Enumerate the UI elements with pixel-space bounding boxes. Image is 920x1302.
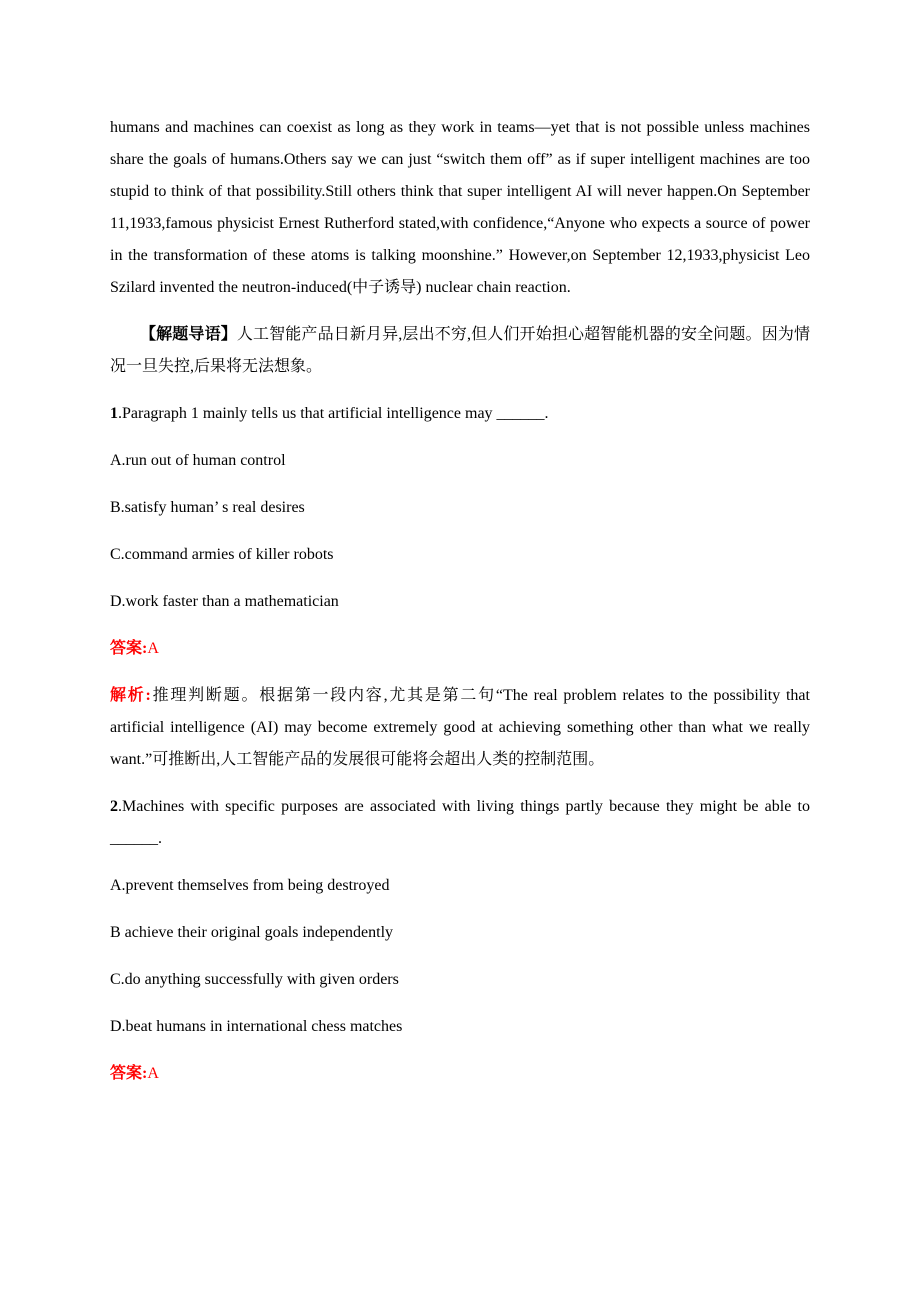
- question-2: [110, 791, 810, 855]
- answer-1-value: A: [147, 640, 159, 657]
- question-1-option-a: [110, 445, 810, 477]
- answer-1: [110, 633, 810, 665]
- option-text: A.prevent themselves from being destroyed: [110, 877, 390, 894]
- answer-2: [110, 1058, 810, 1090]
- analysis-1-label: 解析:: [110, 687, 151, 704]
- answer-2-value: A: [147, 1065, 159, 1082]
- analysis-1-text: 推理判断题。根据第一段内容,尤其是第二句“The real problem relates to the possibility that artificial intelligence (AI) may become extremely good at achieving something other than what we really want.”可推断出,人工智能产品的发展很可能将会超出人类的控制范围。: [110, 687, 810, 768]
- option-text: C.command armies of killer robots: [110, 546, 334, 563]
- option-text: B achieve their original goals independently: [110, 924, 394, 941]
- paragraph-body-continuation: [110, 112, 810, 304]
- question-1-text: .Paragraph 1 mainly tells us that artificial intelligence may ______.: [118, 405, 549, 422]
- guide-text: 人工智能产品日新月异,层出不穷,但人们开始担心超智能机器的安全问题。因为情况一旦失控,后果将无法想象。: [110, 326, 810, 375]
- body-text: humans and machines can coexist as long as they work in teams—yet that is not possible unless machines share the goals of humans.Others say we can just “switch them off” as if super intelligent machines are too stupid to think of that possibility.Still others think that super intelligent AI will never happen.On September 11,1933,famous physicist Ernest Rutherford stated,with confidence,“Anyone who expects a source of power in the transformation of these atoms is talking moonshine.” However,on September 12,1933,physicist Leo Szilard invented the neutron-induced(中子诱导) nuclear chain reaction.: [110, 119, 810, 296]
- answer-2-label: 答案:: [110, 1065, 148, 1082]
- question-2-option-a: [110, 870, 810, 902]
- question-2-option-b: [110, 917, 810, 949]
- analysis-1: [110, 680, 810, 776]
- question-2-text: .Machines with specific purposes are associated with living things partly because they might be able to ______.: [110, 798, 810, 847]
- question-2-number: 2: [110, 798, 118, 815]
- question-2-option-d: [110, 1011, 810, 1043]
- question-1: [110, 398, 810, 430]
- option-text: D.beat humans in international chess matches: [110, 1018, 403, 1035]
- question-1-number: 1: [110, 405, 118, 422]
- answer-1-label: 答案:: [110, 640, 148, 657]
- option-text: C.do anything successfully with given orders: [110, 971, 399, 988]
- question-1-option-d: [110, 586, 810, 618]
- option-text: A.run out of human control: [110, 452, 286, 469]
- option-text: B.satisfy human’ s real desires: [110, 499, 305, 516]
- question-1-option-c: [110, 539, 810, 571]
- question-1-option-b: [110, 492, 810, 524]
- paragraph-guide: [110, 319, 810, 383]
- question-2-option-c: [110, 964, 810, 996]
- guide-label: 【解题导语】: [140, 326, 237, 343]
- option-text: D.work faster than a mathematician: [110, 593, 339, 610]
